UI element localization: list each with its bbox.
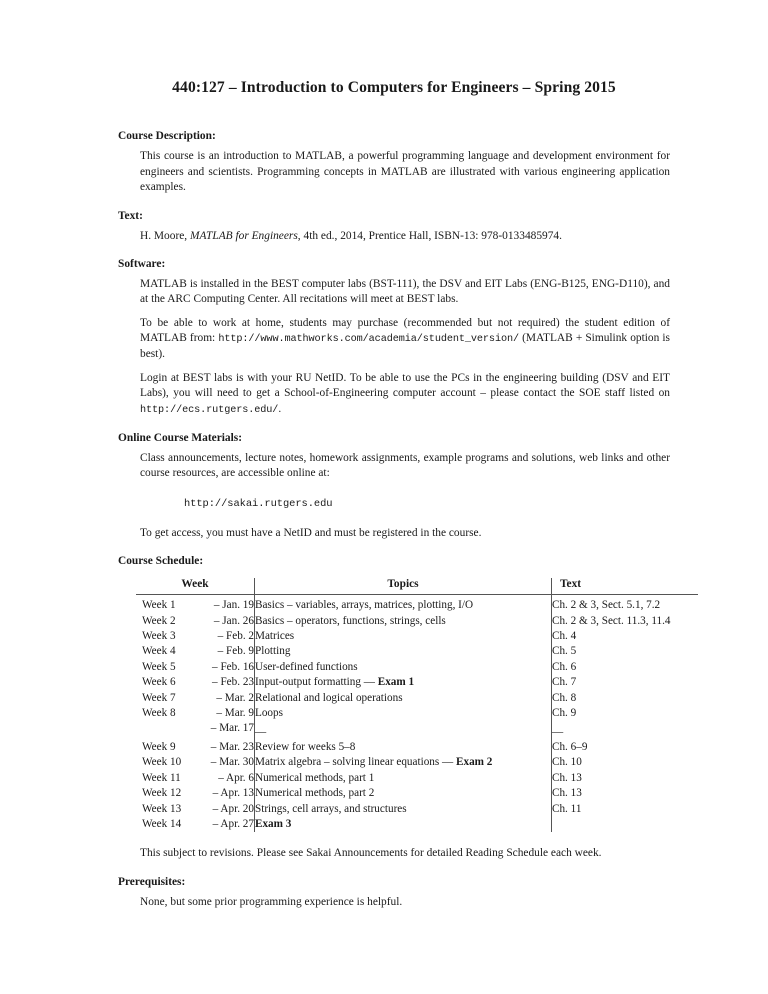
- software-p2-after: (MATLAB + Simulink option is best).: [140, 332, 670, 361]
- schedule-week-label: Week 14: [142, 817, 182, 830]
- schedule-cell-week: [136, 740, 255, 755]
- schedule-cell-topic: [255, 755, 552, 770]
- schedule-week-date: – Mar. 9: [216, 707, 254, 720]
- ecs-rutgers-url[interactable]: http://ecs.rutgers.edu/: [140, 404, 279, 416]
- schedule-cell-week: [136, 755, 255, 770]
- schedule-cell-text: Ch. 2 & 3, Sect. 11.3, 11.4: [552, 614, 699, 629]
- software-heading: Software:: [118, 258, 166, 271]
- text-book-title: MATLAB for Engineers: [190, 229, 298, 242]
- schedule-cell-topic: [255, 786, 552, 801]
- schedule-cell-topic: [255, 801, 552, 816]
- schedule-cell-text: Ch. 4: [552, 629, 699, 644]
- column-header-text: Text: [552, 578, 699, 595]
- schedule-topic-text: Matrix algebra – solving linear equations —: [255, 756, 457, 769]
- online-materials-paragraph-1: Class announcements, lecture notes, homework assignments, example programs and solutions, web links and other course resources, are accessible online at:: [140, 451, 670, 480]
- section-prerequisites: [118, 875, 670, 910]
- schedule-cell-week: [136, 629, 255, 644]
- text-citation: [140, 229, 670, 245]
- schedule-topic-text: Numerical methods, part 2: [255, 787, 375, 800]
- schedule-week-date: – Feb. 2: [217, 630, 254, 643]
- schedule-cell-topic: [255, 771, 552, 786]
- table-row: [136, 614, 698, 629]
- schedule-cell-topic: [255, 817, 552, 832]
- course-description-paragraph: This course is an introduction to MATLAB, a powerful programming language and development environment for engineers and scientists. Programming concepts in MATLAB are illustrated with various engineering application examples.: [140, 150, 670, 194]
- schedule-cell-text: Ch. 2 & 3, Sect. 5.1, 7.2: [552, 595, 699, 614]
- schedule-week-date: – Mar. 23: [210, 741, 254, 753]
- section-software: [118, 257, 670, 418]
- schedule-topic-text: Numerical methods, part 1: [255, 771, 375, 784]
- schedule-topic-text: Input-output formatting —: [255, 676, 378, 689]
- online-materials-body: [140, 451, 670, 542]
- schedule-cell-text: Ch. 6: [552, 660, 699, 675]
- schedule-week-label: Week 9: [142, 741, 176, 753]
- schedule-cell-topic: [255, 595, 552, 614]
- schedule-header-row: [136, 578, 698, 595]
- schedule-cell-topic: [255, 644, 552, 659]
- table-row: [136, 595, 698, 614]
- software-paragraph-3: [140, 371, 670, 418]
- schedule-cell-text: Ch. 11: [552, 801, 699, 816]
- schedule-cell-text: Ch. 9: [552, 706, 699, 721]
- schedule-table-head: [136, 578, 698, 595]
- schedule-week-date: – Apr. 27: [212, 817, 254, 830]
- schedule-cell-week: [136, 706, 255, 721]
- table-row: [136, 755, 698, 770]
- schedule-cell-week: [136, 644, 255, 659]
- schedule-cell-week: [136, 675, 255, 690]
- column-header-week: Week: [136, 578, 255, 595]
- schedule-week-label: Week 2: [142, 614, 176, 627]
- software-paragraph-1: MATLAB is installed in the BEST computer labs (BST-111), the DSV and EIT Labs (ENG-B125, ENG-D110), and at the ARC Computing Center. All recitations will meet at BEST labs.: [140, 277, 670, 306]
- document-content: [118, 78, 670, 918]
- schedule-week-date: – Apr. 6: [218, 771, 254, 784]
- text-author: H. Moore,: [140, 229, 188, 242]
- schedule-week-date: – Feb. 16: [212, 660, 254, 673]
- table-row: [136, 691, 698, 706]
- table-row: [136, 740, 698, 755]
- schedule-week-date: – Apr. 13: [212, 787, 254, 800]
- software-body: [140, 277, 670, 418]
- schedule-topic-text: Plotting: [255, 645, 291, 658]
- table-row: [136, 801, 698, 816]
- table-row: [136, 675, 698, 690]
- course-schedule-note: This subject to revisions. Please see Sakai Announcements for detailed Reading Schedule each week.: [140, 847, 602, 860]
- schedule-cell-week: [136, 660, 255, 675]
- course-schedule-table-wrap: [136, 578, 698, 832]
- schedule-week-date: – Feb. 9: [217, 645, 254, 658]
- schedule-cell-topic: [255, 660, 552, 675]
- section-text: [118, 209, 670, 244]
- schedule-cell-week: [136, 595, 255, 614]
- text-citation-rest: , 4th ed., 2014, Prentice Hall, ISBN-13: 978-0133485974.: [297, 229, 562, 242]
- table-row: [136, 817, 698, 832]
- schedule-topic-text: Relational and logical operations: [255, 691, 403, 704]
- schedule-week-date: – Mar. 2: [216, 691, 254, 704]
- schedule-week-label: Week 8: [142, 707, 176, 720]
- online-materials-heading: Online Course Materials:: [118, 431, 243, 444]
- schedule-cell-text: Ch. 7: [552, 675, 699, 690]
- schedule-week-label: Week 5: [142, 660, 176, 673]
- schedule-cell-topic: [255, 721, 552, 740]
- schedule-week-label: Week 6: [142, 676, 176, 689]
- software-p3-after: .: [278, 402, 282, 415]
- schedule-cell-week: [136, 721, 255, 740]
- software-p3-before: Login at BEST labs is with your RU NetID. To be able to use the PCs in the engineering building (DSV and EIT Labs), you will need to get a School-of-Engineering computer account – please contact the SOE staff listed on: [140, 371, 670, 400]
- column-header-topics: Topics: [255, 578, 552, 595]
- table-row: [136, 629, 698, 644]
- table-row: [136, 706, 698, 721]
- schedule-cell-text: Ch. 5: [552, 644, 699, 659]
- table-row: [136, 644, 698, 659]
- schedule-week-label: Week 10: [142, 756, 182, 769]
- schedule-table-body: [136, 595, 698, 832]
- schedule-week-label: Week 13: [142, 802, 182, 815]
- course-description-heading: Course Description:: [118, 130, 216, 143]
- schedule-week-date: – Feb. 23: [212, 676, 254, 689]
- schedule-cell-text: Ch. 8: [552, 691, 699, 706]
- schedule-cell-topic: [255, 675, 552, 690]
- section-course-schedule: [118, 554, 670, 862]
- schedule-week-date: – Apr. 20: [212, 802, 254, 815]
- schedule-cell-text: [552, 817, 699, 832]
- schedule-week-date: – Mar. 17: [210, 722, 254, 735]
- schedule-cell-text: Ch. 6–9: [552, 740, 699, 755]
- section-course-description: [118, 129, 670, 195]
- schedule-topic-text: Basics – operators, functions, strings, cells: [255, 614, 446, 627]
- schedule-cell-topic: [255, 691, 552, 706]
- schedule-cell-week: [136, 771, 255, 786]
- table-row: [136, 786, 698, 801]
- schedule-topic-exam: Exam 3: [255, 817, 292, 830]
- text-body: [140, 229, 670, 245]
- schedule-week-label: Week 11: [142, 771, 181, 784]
- table-row: [136, 721, 698, 740]
- section-online-materials: [118, 431, 670, 541]
- schedule-week-label: Week 1: [142, 599, 176, 612]
- schedule-cell-week: [136, 691, 255, 706]
- schedule-cell-week: [136, 786, 255, 801]
- prerequisites-paragraph: None, but some prior programming experience is helpful.: [140, 895, 403, 908]
- schedule-cell-topic: [255, 629, 552, 644]
- page-title: 440:127 – Introduction to Computers for Engineers – Spring 2015: [172, 79, 616, 96]
- schedule-week-label: Week 12: [142, 787, 182, 800]
- schedule-topic-text: User-defined functions: [255, 660, 358, 673]
- software-paragraph-2: [140, 316, 670, 363]
- software-p2-before: To be able to work at home, students may purchase (recommended but not required) the student edition of MATLAB from:: [140, 316, 670, 345]
- table-row: [136, 771, 698, 786]
- schedule-cell-topic: [255, 740, 552, 755]
- schedule-cell-text: Ch. 10: [552, 755, 699, 770]
- schedule-topic-exam: Exam 2: [456, 756, 493, 769]
- schedule-cell-text: Ch. 13: [552, 771, 699, 786]
- schedule-week-date: – Jan. 26: [213, 614, 254, 627]
- schedule-week-date: – Jan. 19: [213, 599, 254, 612]
- course-schedule-table: [136, 578, 698, 832]
- mathworks-url[interactable]: http://www.mathworks.com/academia/student_version/: [218, 334, 520, 346]
- sakai-url[interactable]: http://sakai.rutgers.edu: [184, 497, 333, 510]
- prerequisites-body: [140, 895, 670, 911]
- schedule-week-date: – Mar. 30: [210, 756, 254, 769]
- schedule-week-label: Week 3: [142, 630, 176, 643]
- schedule-cell-topic: [255, 614, 552, 629]
- schedule-topic-text: Strings, cell arrays, and structures: [255, 802, 407, 815]
- schedule-cell-week: [136, 614, 255, 629]
- schedule-topic-text: —: [255, 725, 267, 738]
- prerequisites-heading: Prerequisites:: [118, 875, 186, 888]
- schedule-topic-text: Matrices: [255, 630, 295, 643]
- schedule-cell-text: Ch. 13: [552, 786, 699, 801]
- schedule-week-label: Week 7: [142, 691, 176, 704]
- course-schedule-note-wrap: [140, 846, 670, 862]
- schedule-cell-week: [136, 801, 255, 816]
- schedule-cell-text: —: [552, 721, 699, 740]
- table-row: [136, 660, 698, 675]
- online-materials-paragraph-2: To get access, you must have a NetID and must be registered in the course.: [140, 526, 482, 539]
- schedule-topic-exam: Exam 1: [377, 676, 415, 689]
- schedule-cell-topic: [255, 706, 552, 721]
- schedule-week-label: Week 4: [142, 645, 176, 658]
- schedule-topic-text: Loops: [255, 707, 283, 720]
- course-schedule-heading: Course Schedule:: [118, 555, 204, 568]
- schedule-topic-text: Basics – variables, arrays, matrices, plotting, I/O: [255, 599, 474, 612]
- text-heading: Text:: [118, 209, 143, 222]
- course-description-body: [140, 149, 670, 196]
- schedule-cell-week: [136, 817, 255, 832]
- schedule-topic-text: Review for weeks 5–8: [255, 741, 356, 753]
